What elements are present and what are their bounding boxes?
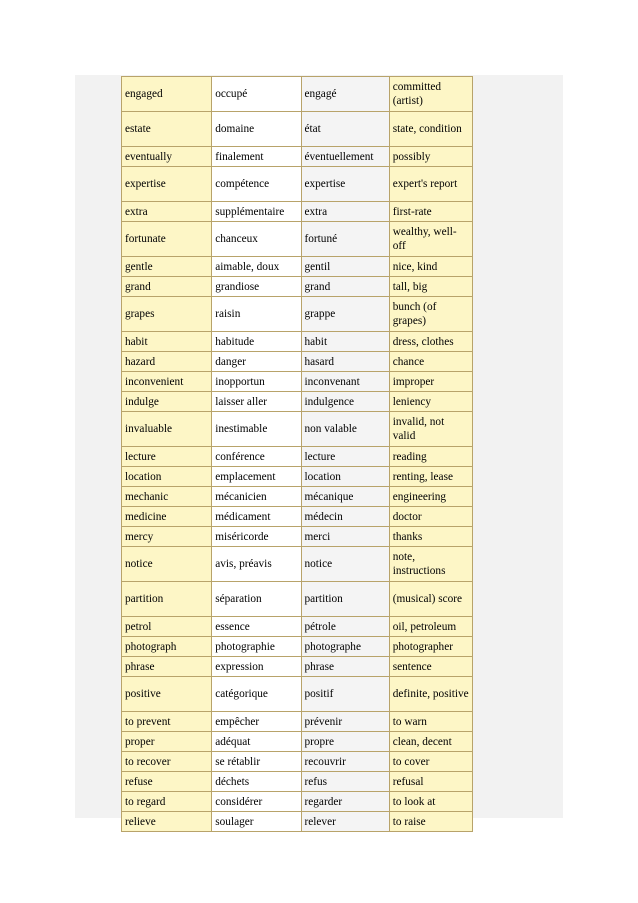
french-false-friend-cell: habit	[301, 332, 389, 352]
english-word-cell: indulge	[122, 392, 212, 412]
french-false-friend-cell: engagé	[301, 77, 389, 112]
false-friend-meaning-cell: state, condition	[389, 112, 472, 147]
french-translation-cell: grandiose	[212, 277, 301, 297]
false-friend-meaning-cell: tall, big	[389, 277, 472, 297]
table-row	[122, 412, 473, 447]
english-word-cell: grapes	[122, 297, 212, 332]
french-false-friend-cell: recouvrir	[301, 752, 389, 772]
table-row	[122, 527, 473, 547]
french-false-friend-cell: inconvenant	[301, 372, 389, 392]
english-word-cell: refuse	[122, 772, 212, 792]
false-friend-meaning-cell: to raise	[389, 812, 472, 832]
english-word-cell: to regard	[122, 792, 212, 812]
false-friend-meaning-cell: expert's report	[389, 167, 472, 202]
french-false-friend-cell: médecin	[301, 507, 389, 527]
table-row	[122, 147, 473, 167]
french-false-friend-cell: hasard	[301, 352, 389, 372]
english-word-cell: inconvenient	[122, 372, 212, 392]
french-translation-cell: essence	[212, 617, 301, 637]
english-word-cell: grand	[122, 277, 212, 297]
french-translation-cell: empêcher	[212, 712, 301, 732]
english-word-cell: relieve	[122, 812, 212, 832]
false-friend-meaning-cell: doctor	[389, 507, 472, 527]
table-row	[122, 392, 473, 412]
english-word-cell: proper	[122, 732, 212, 752]
false-friend-meaning-cell: to cover	[389, 752, 472, 772]
table-row	[122, 447, 473, 467]
english-word-cell: positive	[122, 677, 212, 712]
french-false-friend-cell: merci	[301, 527, 389, 547]
english-word-cell: hazard	[122, 352, 212, 372]
table-row	[122, 372, 473, 392]
english-word-cell: to prevent	[122, 712, 212, 732]
french-false-friend-cell: grand	[301, 277, 389, 297]
french-translation-cell: compétence	[212, 167, 301, 202]
false-friend-meaning-cell: oil, petroleum	[389, 617, 472, 637]
table-row	[122, 547, 473, 582]
french-translation-cell: inestimable	[212, 412, 301, 447]
english-word-cell: lecture	[122, 447, 212, 467]
french-translation-cell: habitude	[212, 332, 301, 352]
table-row	[122, 582, 473, 617]
french-translation-cell: aimable, doux	[212, 257, 301, 277]
table-row	[122, 297, 473, 332]
french-false-friend-cell: grappe	[301, 297, 389, 332]
false-friend-meaning-cell: wealthy, well-off	[389, 222, 472, 257]
french-false-friend-cell: propre	[301, 732, 389, 752]
french-translation-cell: supplémentaire	[212, 202, 301, 222]
french-translation-cell: mécanicien	[212, 487, 301, 507]
false-friend-meaning-cell: first-rate	[389, 202, 472, 222]
french-false-friend-cell: pétrole	[301, 617, 389, 637]
table-row	[122, 77, 473, 112]
french-false-friend-cell: positif	[301, 677, 389, 712]
table-row	[122, 792, 473, 812]
french-false-friend-cell: éventuellement	[301, 147, 389, 167]
false-friend-meaning-cell: (musical) score	[389, 582, 472, 617]
french-translation-cell: adéquat	[212, 732, 301, 752]
false-friend-meaning-cell: reading	[389, 447, 472, 467]
table-row	[122, 772, 473, 792]
french-translation-cell: inopportun	[212, 372, 301, 392]
false-friend-meaning-cell: definite, positive	[389, 677, 472, 712]
french-translation-cell: médicament	[212, 507, 301, 527]
false-friend-meaning-cell: photographer	[389, 637, 472, 657]
false-friend-meaning-cell: renting, lease	[389, 467, 472, 487]
french-false-friend-cell: relever	[301, 812, 389, 832]
table-row	[122, 467, 473, 487]
french-translation-cell: photographie	[212, 637, 301, 657]
false-friend-meaning-cell: clean, decent	[389, 732, 472, 752]
table-row	[122, 657, 473, 677]
false-friend-meaning-cell: refusal	[389, 772, 472, 792]
french-translation-cell: catégorique	[212, 677, 301, 712]
false-friend-meaning-cell: committed (artist)	[389, 77, 472, 112]
french-translation-cell: miséricorde	[212, 527, 301, 547]
english-word-cell: to recover	[122, 752, 212, 772]
false-friend-meaning-cell: leniency	[389, 392, 472, 412]
french-translation-cell: conférence	[212, 447, 301, 467]
english-word-cell: eventually	[122, 147, 212, 167]
french-false-friend-cell: location	[301, 467, 389, 487]
french-false-friend-cell: gentil	[301, 257, 389, 277]
french-translation-cell: soulager	[212, 812, 301, 832]
french-translation-cell: déchets	[212, 772, 301, 792]
french-false-friend-cell: lecture	[301, 447, 389, 467]
table-row	[122, 812, 473, 832]
english-word-cell: petrol	[122, 617, 212, 637]
french-false-friend-cell: indulgence	[301, 392, 389, 412]
english-word-cell: location	[122, 467, 212, 487]
table-row	[122, 167, 473, 202]
french-false-friend-cell: regarder	[301, 792, 389, 812]
table-row	[122, 617, 473, 637]
french-false-friend-cell: état	[301, 112, 389, 147]
false-friends-table	[121, 76, 473, 832]
french-translation-cell: se rétablir	[212, 752, 301, 772]
false-friend-meaning-cell: bunch (of grapes)	[389, 297, 472, 332]
false-friend-meaning-cell: to warn	[389, 712, 472, 732]
english-word-cell: photograph	[122, 637, 212, 657]
english-word-cell: partition	[122, 582, 212, 617]
table-row	[122, 257, 473, 277]
table-row	[122, 352, 473, 372]
table-row	[122, 677, 473, 712]
english-word-cell: phrase	[122, 657, 212, 677]
french-translation-cell: chanceux	[212, 222, 301, 257]
english-word-cell: notice	[122, 547, 212, 582]
french-false-friend-cell: prévenir	[301, 712, 389, 732]
english-word-cell: estate	[122, 112, 212, 147]
false-friend-meaning-cell: invalid, not valid	[389, 412, 472, 447]
false-friend-meaning-cell: improper	[389, 372, 472, 392]
english-word-cell: gentle	[122, 257, 212, 277]
false-friend-meaning-cell: sentence	[389, 657, 472, 677]
table-row	[122, 752, 473, 772]
english-word-cell: medicine	[122, 507, 212, 527]
french-false-friend-cell: expertise	[301, 167, 389, 202]
french-translation-cell: danger	[212, 352, 301, 372]
french-false-friend-cell: partition	[301, 582, 389, 617]
french-translation-cell: raisin	[212, 297, 301, 332]
french-translation-cell: avis, préavis	[212, 547, 301, 582]
false-friend-meaning-cell: dress, clothes	[389, 332, 472, 352]
table-row	[122, 222, 473, 257]
french-false-friend-cell: extra	[301, 202, 389, 222]
french-translation-cell: occupé	[212, 77, 301, 112]
french-translation-cell: considérer	[212, 792, 301, 812]
french-false-friend-cell: mécanique	[301, 487, 389, 507]
english-word-cell: mechanic	[122, 487, 212, 507]
french-false-friend-cell: non valable	[301, 412, 389, 447]
false-friend-meaning-cell: note, instructions	[389, 547, 472, 582]
table-row	[122, 732, 473, 752]
french-false-friend-cell: fortuné	[301, 222, 389, 257]
false-friend-meaning-cell: to look at	[389, 792, 472, 812]
table-row	[122, 507, 473, 527]
english-word-cell: invaluable	[122, 412, 212, 447]
table-row	[122, 637, 473, 657]
table-row	[122, 112, 473, 147]
french-translation-cell: domaine	[212, 112, 301, 147]
english-word-cell: fortunate	[122, 222, 212, 257]
english-word-cell: extra	[122, 202, 212, 222]
table-row	[122, 332, 473, 352]
english-word-cell: mercy	[122, 527, 212, 547]
table-row	[122, 277, 473, 297]
english-word-cell: engaged	[122, 77, 212, 112]
table-row	[122, 202, 473, 222]
false-friend-meaning-cell: engineering	[389, 487, 472, 507]
false-friend-meaning-cell: nice, kind	[389, 257, 472, 277]
false-friend-meaning-cell: thanks	[389, 527, 472, 547]
english-word-cell: expertise	[122, 167, 212, 202]
table-row	[122, 487, 473, 507]
french-translation-cell: expression	[212, 657, 301, 677]
french-false-friend-cell: photographe	[301, 637, 389, 657]
english-word-cell: habit	[122, 332, 212, 352]
french-false-friend-cell: notice	[301, 547, 389, 582]
french-translation-cell: séparation	[212, 582, 301, 617]
false-friend-meaning-cell: possibly	[389, 147, 472, 167]
false-friend-meaning-cell: chance	[389, 352, 472, 372]
french-translation-cell: laisser aller	[212, 392, 301, 412]
table-row	[122, 712, 473, 732]
french-false-friend-cell: phrase	[301, 657, 389, 677]
french-translation-cell: finalement	[212, 147, 301, 167]
french-false-friend-cell: refus	[301, 772, 389, 792]
french-translation-cell: emplacement	[212, 467, 301, 487]
